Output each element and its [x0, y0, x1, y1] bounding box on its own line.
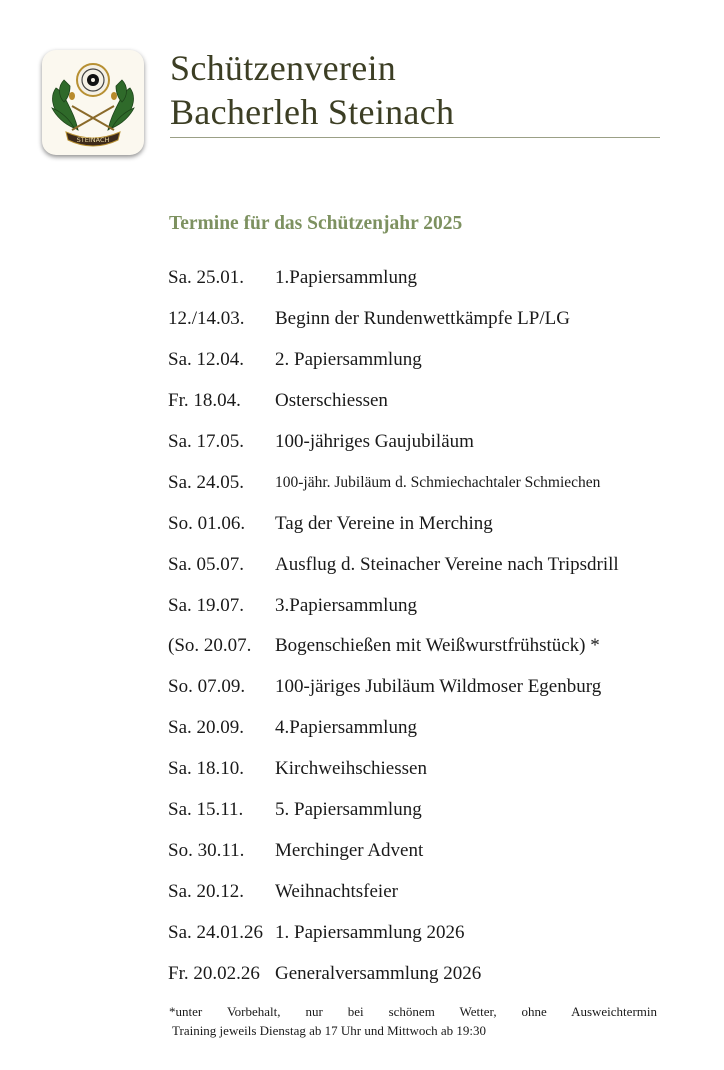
event-description: 5. Papiersammlung	[275, 799, 422, 821]
event-description: 1. Papiersammlung 2026	[275, 921, 465, 943]
event-row	[168, 912, 668, 953]
event-description: 4.Papiersammlung	[275, 717, 417, 739]
event-row	[168, 585, 668, 626]
event-row	[168, 258, 668, 299]
event-description: Ausflug d. Steinacher Vereine nach Tripsdrill	[275, 553, 619, 575]
event-description: 3.Papiersammlung	[275, 594, 417, 616]
event-date: Fr. 20.02.26	[168, 962, 260, 984]
event-description: Weihnachtsfeier	[275, 880, 398, 902]
event-row	[168, 340, 668, 381]
club-name-line2: Bacherleh Steinach	[170, 92, 455, 132]
event-row	[168, 422, 668, 463]
event-date: So. 30.11.	[168, 839, 245, 861]
event-description: 1.Papiersammlung	[275, 267, 417, 289]
footnote: *unter Vorbehalt, nur bei schönem Wetter, ohne Ausweichtermin	[169, 1004, 657, 1019]
event-row	[168, 708, 668, 749]
club-emblem-icon	[42, 50, 144, 155]
event-description: Tag der Vereine in Merching	[275, 512, 493, 534]
event-date: Sa. 24.01.26	[168, 921, 263, 943]
event-description: 100-jähr. Jubiläum d. Schmiechachtaler Schmiechen	[275, 473, 601, 491]
event-date: Sa. 17.05.	[168, 431, 244, 452]
event-date: Sa. 20.12.	[168, 880, 244, 902]
event-description: 100-jähriges Gaujubiläum	[275, 431, 474, 452]
event-row	[168, 626, 668, 667]
event-date: (So. 20.07.	[168, 635, 252, 657]
event-description: Merchinger Advent	[275, 839, 424, 861]
event-date: So. 01.06.	[168, 512, 246, 534]
event-date: Sa. 20.09.	[168, 717, 244, 739]
logo-text: STEINACH	[76, 136, 110, 144]
event-description: Kirchweihschiessen	[275, 758, 427, 780]
event-description: 100-järiges Jubiläum Wildmoser Egenburg	[275, 676, 602, 698]
event-description: Generalversammlung 2026	[275, 962, 482, 984]
club-logo	[42, 50, 144, 155]
event-row	[168, 830, 668, 871]
event-date: Sa. 19.07.	[168, 594, 244, 616]
training-note: Training jeweils Dienstag ab 17 Uhr und Mittwoch ab 19:30	[172, 1023, 487, 1038]
club-name-line1: Schützenverein	[170, 48, 397, 88]
event-row	[168, 381, 668, 422]
event-row	[168, 544, 668, 585]
event-description: 2. Papiersammlung	[275, 349, 422, 371]
event-description: Osterschiessen	[275, 390, 388, 412]
event-date: Fr. 18.04.	[168, 390, 241, 412]
event-date: Sa. 25.01.	[168, 267, 244, 289]
event-date: So. 07.09.	[168, 676, 246, 698]
event-date: 12./14.03.	[168, 308, 245, 330]
event-date: Sa. 05.07.	[168, 553, 244, 575]
event-row	[168, 299, 668, 340]
title-divider	[170, 137, 660, 138]
event-row	[168, 749, 668, 790]
event-row	[168, 790, 668, 831]
event-date: Sa. 12.04.	[168, 349, 244, 371]
event-list	[168, 258, 668, 994]
event-date: Sa. 18.10.	[168, 758, 244, 780]
event-description: Beginn der Rundenwettkämpfe LP/LG	[275, 308, 570, 330]
section-title: Termine für das Schützenjahr 2025	[169, 213, 463, 234]
event-date: Sa. 15.11.	[168, 799, 244, 821]
event-row	[168, 667, 668, 708]
event-description: Bogenschießen mit Weißwurstfrühstück) *	[275, 635, 600, 657]
event-row	[168, 871, 668, 912]
event-row	[168, 462, 668, 503]
event-row	[168, 503, 668, 544]
event-date: Sa. 24.05.	[168, 471, 244, 493]
club-title	[170, 46, 454, 134]
event-row	[168, 953, 668, 994]
